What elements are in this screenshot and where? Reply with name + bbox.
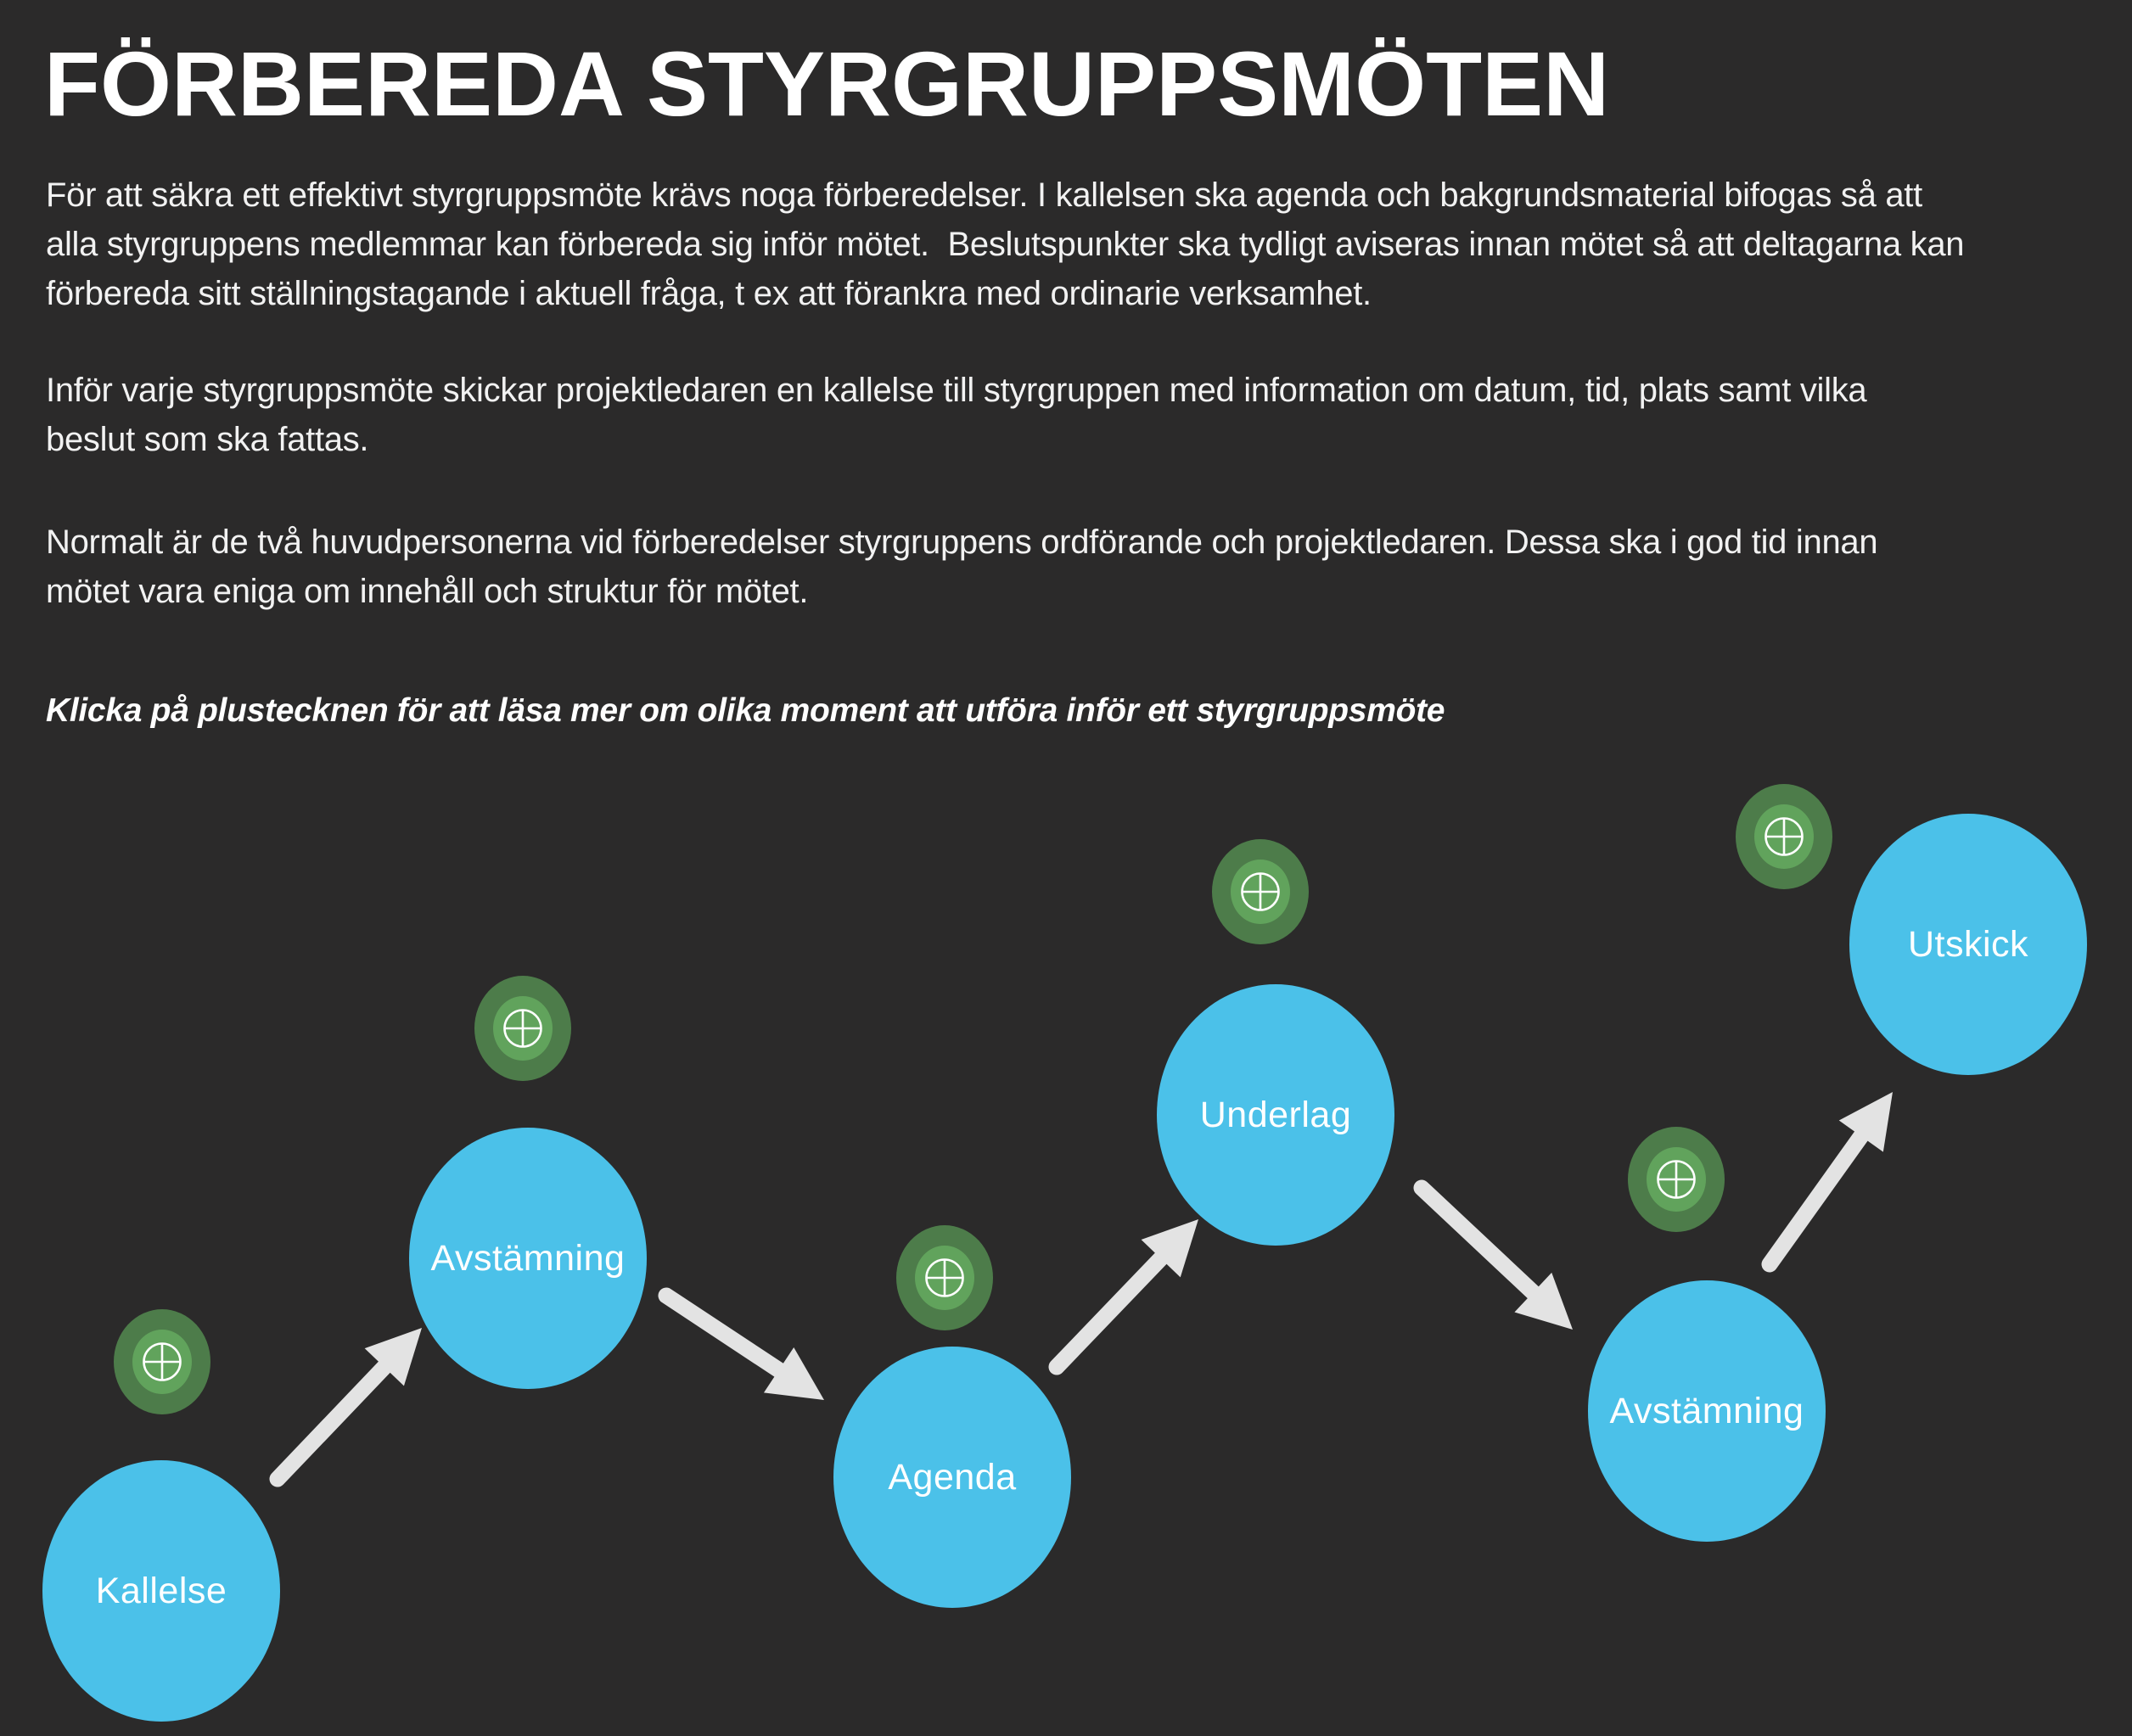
- plus-button-inner: [915, 1246, 974, 1310]
- plus-button-avstamning-2[interactable]: [1628, 1127, 1725, 1232]
- arrow-underlag-avstamning-2: [1422, 1188, 1573, 1330]
- paragraph-line: För att säkra ett effektivt styrgruppsmöte krävs noga förberedelser. I kallelsen ska agenda och bakgrundsmaterial bifogas så att: [46, 176, 1922, 214]
- node-utskick: [1849, 814, 2087, 1075]
- node-label: Utskick: [1907, 923, 2029, 965]
- arrow-kallelse-avstamning-1: [278, 1328, 422, 1479]
- plus-button-inner: [1754, 804, 1814, 869]
- node-agenda: [833, 1347, 1071, 1608]
- node-avstamning-2: [1588, 1280, 1826, 1542]
- plus-button-inner: [132, 1330, 192, 1394]
- page-title: FÖRBEREDA STYRGRUPPSMÖTEN: [44, 32, 1610, 135]
- arrow-avstamning-2-utskick: [1770, 1092, 1893, 1264]
- arrow-avstamning-1-agenda: [666, 1296, 824, 1400]
- node-underlag: [1157, 984, 1394, 1246]
- plus-button-underlag[interactable]: [1212, 839, 1309, 944]
- node-label: Underlag: [1199, 1094, 1352, 1135]
- plus-icon: [1239, 871, 1282, 913]
- node-label: Avstämning: [1609, 1390, 1804, 1431]
- node-label: Agenda: [888, 1456, 1017, 1498]
- node-avstamning-1: [409, 1128, 647, 1389]
- plus-button-avstamning-1[interactable]: [474, 976, 571, 1081]
- paragraph-line: Normalt är de två huvudpersonerna vid förberedelser styrgruppens ordförande och projektledaren. Dessa ska i god tid innan: [46, 524, 1878, 561]
- arrow-agenda-underlag: [1057, 1219, 1198, 1367]
- plus-button-utskick[interactable]: [1736, 784, 1832, 889]
- node-kallelse: [42, 1460, 280, 1722]
- plus-icon: [923, 1257, 966, 1299]
- plus-button-inner: [1231, 860, 1290, 924]
- paragraph-line: alla styrgruppens medlemmar kan förbereda sig inför mötet. Beslutspunkter ska tydligt aviseras innan mötet så att deltagarna kan: [46, 226, 1965, 263]
- node-label: Avstämning: [430, 1237, 626, 1279]
- paragraph-line: beslut som ska fattas.: [46, 421, 369, 458]
- plus-icon: [141, 1341, 183, 1383]
- instruction-note: Klicka på plustecknen för att läsa mer om olika moment att utföra inför ett styrgruppsmöte: [46, 692, 1445, 729]
- plus-button-kallelse[interactable]: [114, 1309, 210, 1414]
- paragraph-line: mötet vara eniga om innehåll och struktur för mötet.: [46, 573, 809, 610]
- node-label: Kallelse: [95, 1570, 227, 1611]
- paragraph-line: förbereda sitt ställningstagande i aktuell fråga, t ex att förankra med ordinarie verksamhet.: [46, 275, 1372, 312]
- plus-button-agenda[interactable]: [896, 1225, 993, 1330]
- plus-icon: [1655, 1158, 1697, 1201]
- plus-button-inner: [493, 996, 553, 1061]
- plus-button-inner: [1647, 1147, 1706, 1212]
- plus-icon: [502, 1007, 544, 1050]
- paragraph-line: Inför varje styrgruppsmöte skickar projektledaren en kallelse till styrgruppen med information om datum, tid, plats samt vilka: [46, 372, 1867, 409]
- plus-icon: [1763, 815, 1805, 858]
